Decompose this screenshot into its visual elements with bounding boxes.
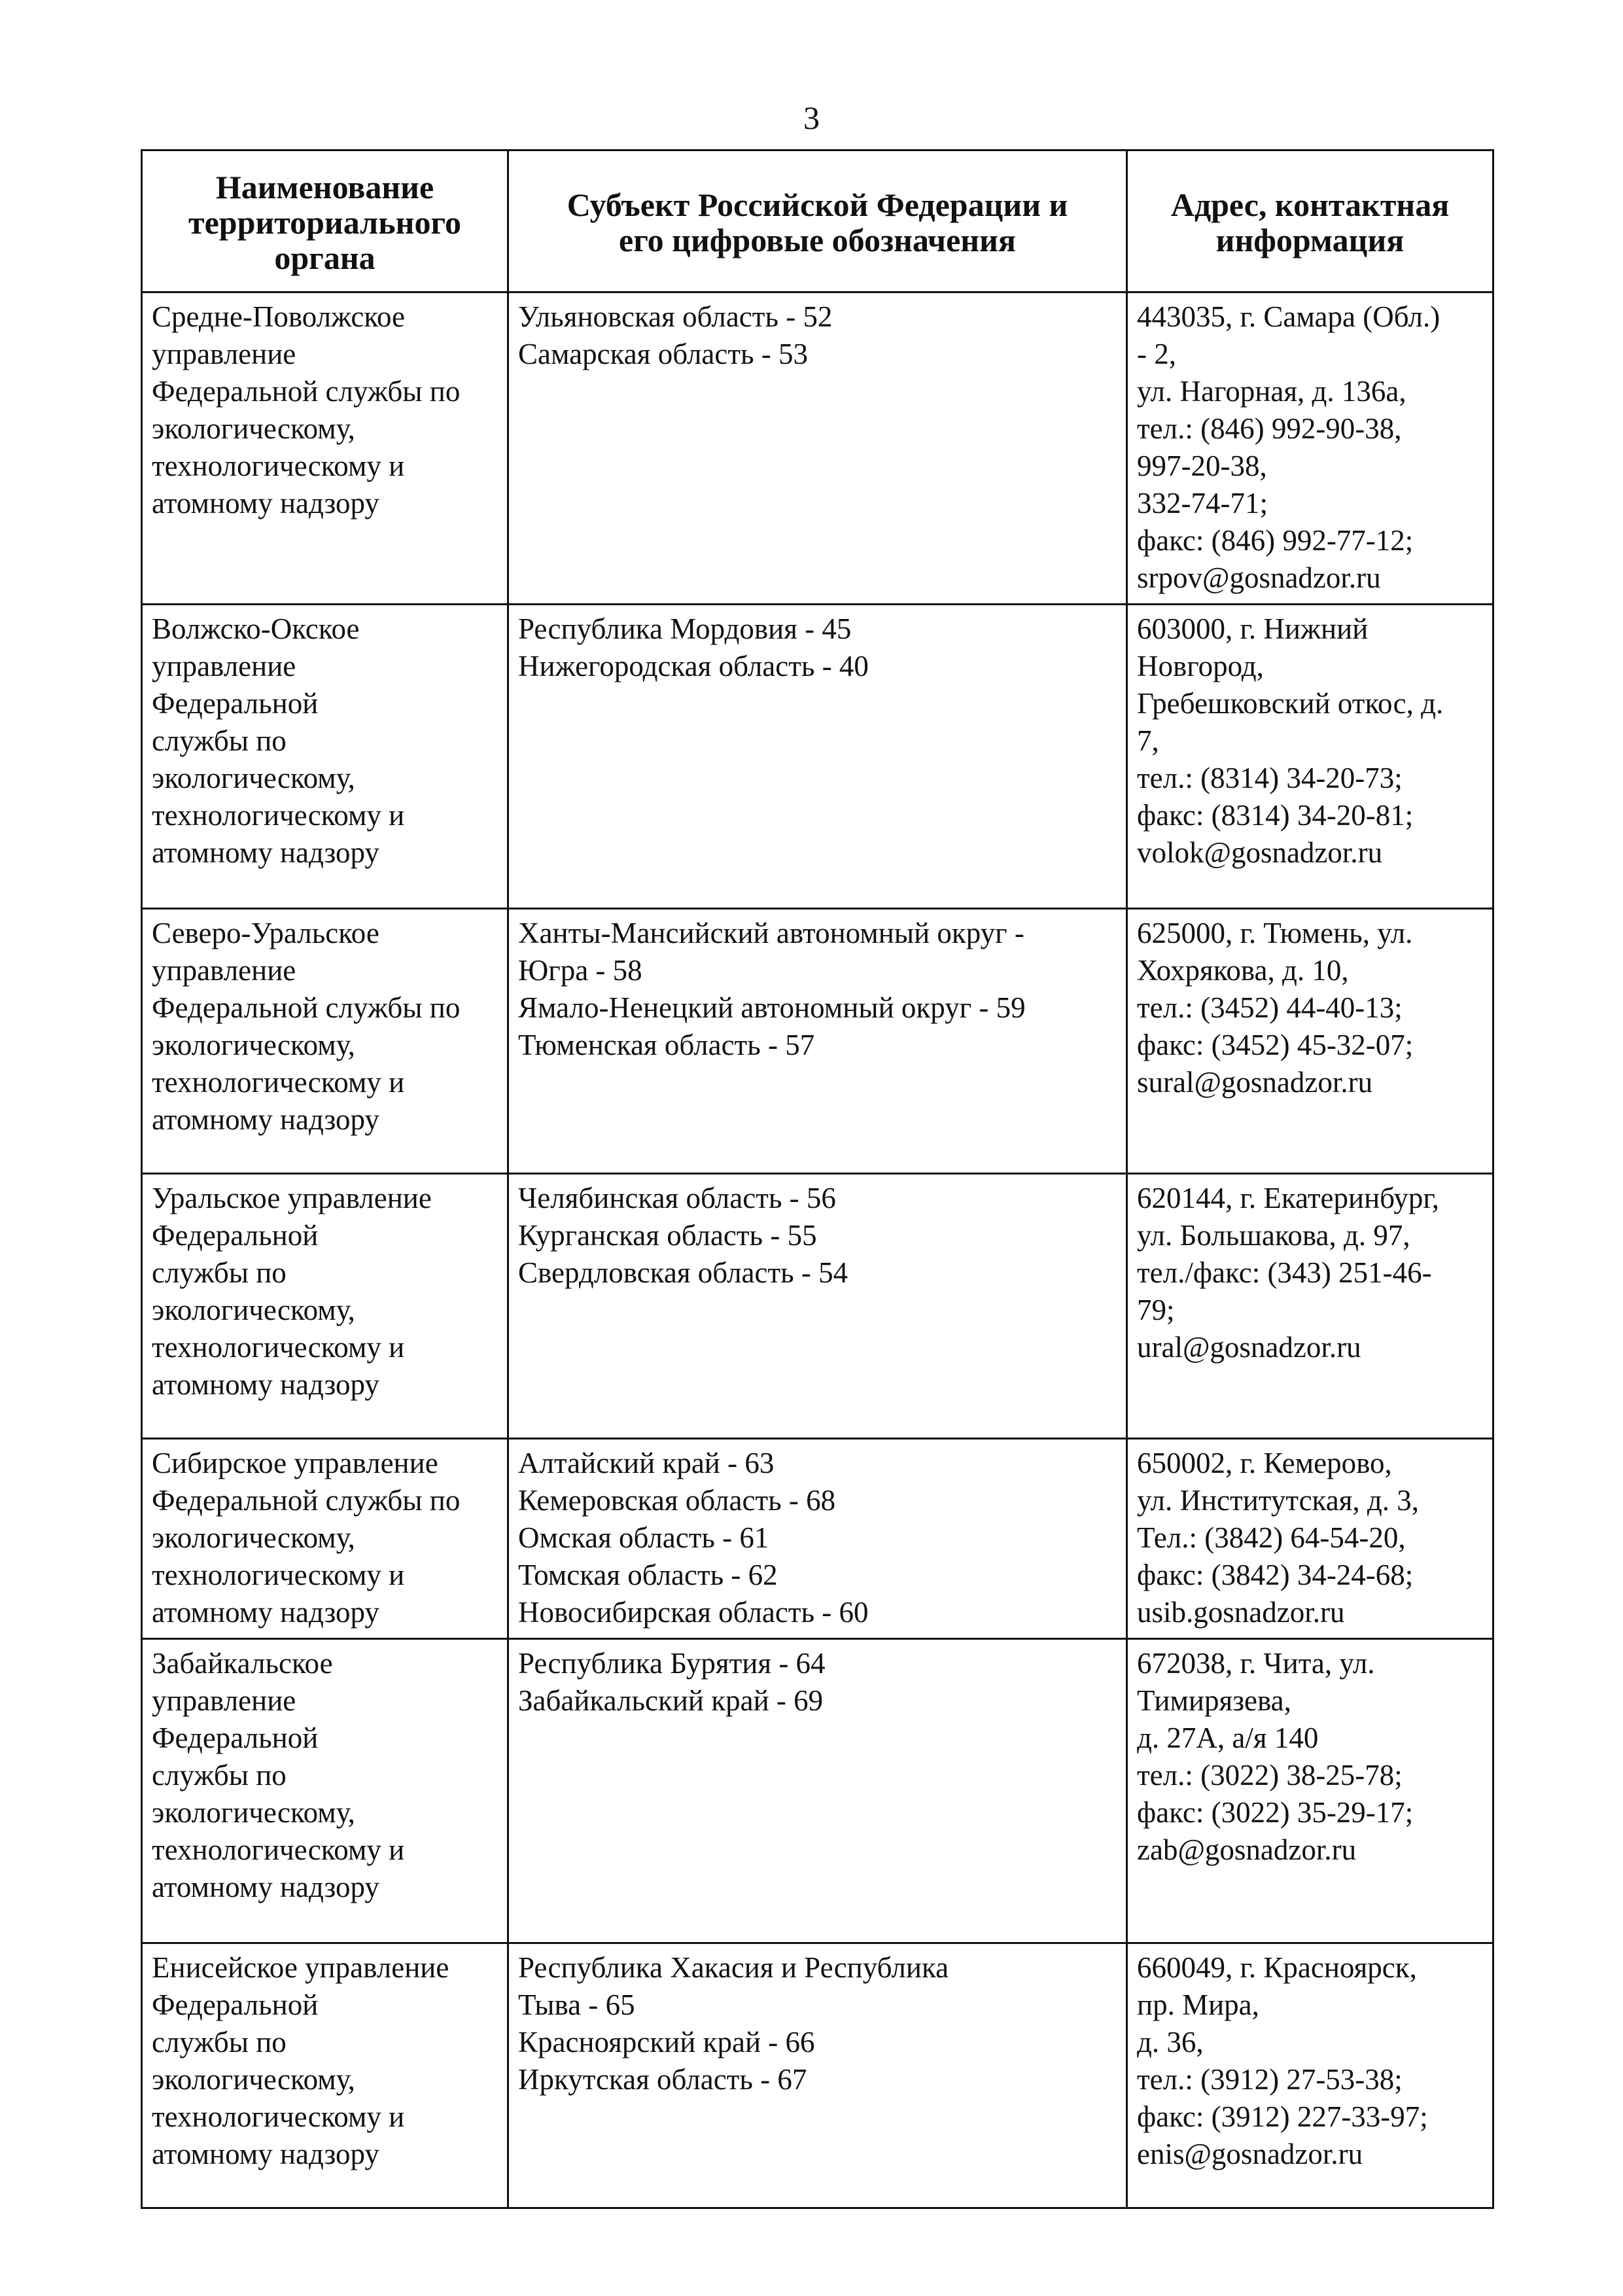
table-header-row: [142, 150, 1493, 292]
header-name: [142, 150, 508, 292]
subject-line: Иркутская область - 67: [518, 2063, 807, 2096]
cell-name-lines: [152, 1949, 500, 2173]
name-line: экологическому,: [152, 1521, 355, 1554]
subject-line: Республика Хакасия и Республика: [518, 1951, 949, 1984]
address-line: ural@gosnadzor.ru: [1137, 1331, 1361, 1364]
cell-name: [142, 1943, 508, 2208]
subject-line: Югра - 58: [518, 954, 642, 987]
subject-line: Забайкальский край - 69: [518, 1684, 824, 1717]
cell-address-lines: [1137, 915, 1486, 1101]
cell-address-lines: [1137, 1445, 1486, 1631]
name-line: технологическому и: [152, 1559, 405, 1591]
name-line: Федеральной: [152, 1988, 319, 2021]
name-line: Северо-Уральское: [152, 917, 379, 949]
cell-address: [1127, 605, 1493, 909]
name-line: экологическому,: [152, 1294, 355, 1326]
name-line: Волжско-Окское: [152, 612, 360, 645]
address-line: Тимирязева,: [1137, 1684, 1291, 1717]
address-line: - 2,: [1137, 338, 1176, 370]
subject-line: Самарская область - 53: [518, 338, 809, 370]
subject-line: Тюменская область - 57: [518, 1029, 815, 1061]
address-line: тел.: (846) 992-90-38,: [1137, 412, 1402, 445]
subject-line: Ульяновская область - 52: [518, 300, 833, 333]
name-line: службы по: [152, 1759, 287, 1792]
name-line: Средне-Поволжское: [152, 300, 405, 333]
address-line: Тел.: (3842) 64-54-20,: [1137, 1521, 1406, 1554]
name-line: Енисейское управление: [152, 1951, 449, 1984]
cell-name-lines: [152, 1445, 500, 1631]
name-line: Федеральной службы по: [152, 1484, 461, 1517]
subject-line: Республика Мордовия - 45: [518, 612, 852, 645]
address-line: ул. Нагорная, д. 136а,: [1137, 375, 1406, 408]
name-line: технологическому и: [152, 1833, 405, 1866]
name-line: технологическому и: [152, 2100, 405, 2133]
cell-address: [1127, 1943, 1493, 2208]
cell-subjects-lines: [518, 1445, 1119, 1631]
header-name-line: Наименование: [215, 169, 434, 205]
cell-address-lines: [1137, 1180, 1486, 1366]
name-line: экологическому,: [152, 762, 355, 794]
address-line: 7,: [1137, 724, 1159, 757]
address-line: факс: (3452) 45-32-07;: [1137, 1029, 1414, 1061]
name-line: службы по: [152, 1256, 287, 1289]
address-line: ул. Большакова, д. 97,: [1137, 1219, 1410, 1252]
cell-subjects-lines: [518, 610, 1119, 685]
address-line: 620144, г. Екатеринбург,: [1137, 1182, 1439, 1214]
address-line: Хохрякова, д. 10,: [1137, 954, 1349, 987]
name-line: атомному надзору: [152, 1871, 379, 1903]
name-line: Федеральной службы по: [152, 991, 461, 1024]
name-line: Федеральной: [152, 1219, 319, 1252]
name-line: атомному надзору: [152, 1368, 379, 1401]
cell-subjects: [508, 292, 1127, 605]
address-line: 997-20-38,: [1137, 450, 1267, 482]
table-row: [142, 1439, 1493, 1639]
cell-address: [1127, 1174, 1493, 1439]
name-line: Федеральной службы по: [152, 375, 461, 408]
cell-subjects-lines: [518, 915, 1119, 1064]
subject-line: Красноярский край - 66: [518, 2026, 815, 2058]
cell-subjects: [508, 1639, 1127, 1943]
name-line: Федеральной: [152, 687, 319, 720]
address-line: факс: (3912) 227-33-97;: [1137, 2100, 1428, 2133]
name-line: технологическому и: [152, 450, 405, 482]
name-line: технологическому и: [152, 799, 405, 832]
address-line: тел.: (3022) 38-25-78;: [1137, 1759, 1403, 1792]
cell-subjects: [508, 1439, 1127, 1639]
address-line: 443035, г. Самара (Обл.): [1137, 300, 1440, 333]
address-line: enis@gosnadzor.ru: [1137, 2138, 1363, 2170]
name-line: управление: [152, 650, 296, 682]
name-line: технологическому и: [152, 1331, 405, 1364]
cell-name-lines: [152, 298, 500, 522]
subject-line: Тыва - 65: [518, 1988, 635, 2021]
subject-line: Челябинская область - 56: [518, 1182, 836, 1214]
cell-name-lines: [152, 1180, 500, 1404]
subject-line: Ханты-Мансийский автономный округ -: [518, 917, 1024, 949]
header-name-line: территориального: [188, 204, 461, 241]
name-line: технологическому и: [152, 1066, 405, 1099]
subject-line: Томская область - 62: [518, 1559, 778, 1591]
address-line: 660049, г. Красноярск,: [1137, 1951, 1417, 1984]
name-line: атомному надзору: [152, 2138, 379, 2170]
subject-line: Нижегородская область - 40: [518, 650, 869, 682]
address-line: Новгород,: [1137, 650, 1264, 682]
address-line: sural@gosnadzor.ru: [1137, 1066, 1373, 1099]
address-line: Гребешковский откос, д.: [1137, 687, 1444, 720]
cell-name: [142, 292, 508, 605]
cell-subjects-lines: [518, 1180, 1119, 1292]
address-line: пр. Мира,: [1137, 1988, 1259, 2021]
name-line: экологическому,: [152, 1796, 355, 1829]
address-line: volok@gosnadzor.ru: [1137, 836, 1383, 869]
address-line: факс: (3842) 34-24-68;: [1137, 1559, 1414, 1591]
cell-subjects-lines: [518, 1645, 1119, 1720]
header-name-line: органа: [274, 239, 375, 276]
header-address-line: информация: [1215, 222, 1405, 258]
table-row: [142, 1943, 1493, 2208]
cell-name: [142, 909, 508, 1174]
name-line: атомному надзору: [152, 1596, 379, 1629]
cell-subjects-lines: [518, 1949, 1119, 2098]
cell-address-lines: [1137, 1645, 1486, 1869]
header-subject-line: его цифровые обозначения: [619, 222, 1016, 258]
cell-address: [1127, 1639, 1493, 1943]
name-line: атомному надзору: [152, 487, 379, 520]
subject-line: Ямало-Ненецкий автономный округ - 59: [518, 991, 1026, 1024]
address-line: 650002, г. Кемерово,: [1137, 1447, 1392, 1479]
name-line: Федеральной: [152, 1722, 319, 1754]
header-subject: [508, 150, 1127, 292]
cell-name: [142, 1439, 508, 1639]
address-line: тел./факс: (343) 251-46-: [1137, 1256, 1432, 1289]
name-line: атомному надзору: [152, 1103, 379, 1136]
address-line: д. 36,: [1137, 2026, 1204, 2058]
cell-name-lines: [152, 915, 500, 1139]
address-line: факс: (846) 992-77-12;: [1137, 524, 1414, 557]
subject-line: Свердловская область - 54: [518, 1256, 848, 1289]
name-line: экологическому,: [152, 1029, 355, 1061]
cell-subjects-lines: [518, 298, 1119, 373]
cell-name: [142, 1639, 508, 1943]
cell-subjects: [508, 1174, 1127, 1439]
cell-address-lines: [1137, 298, 1486, 597]
subject-line: Новосибирская область - 60: [518, 1596, 869, 1629]
table-row: [142, 909, 1493, 1174]
address-line: ул. Институтская, д. 3,: [1137, 1484, 1420, 1517]
cell-subjects: [508, 605, 1127, 909]
subject-line: Кемеровская область - 68: [518, 1484, 836, 1517]
address-line: тел.: (3912) 27-53-38;: [1137, 2063, 1403, 2096]
subject-line: Республика Бурятия - 64: [518, 1647, 826, 1680]
name-line: Забайкальское: [152, 1647, 333, 1680]
name-line: Уральское управление: [152, 1182, 432, 1214]
page-number: 3: [803, 99, 820, 136]
table-row: [142, 605, 1493, 909]
cell-address: [1127, 1439, 1493, 1639]
name-line: управление: [152, 338, 296, 370]
header-subject-line: Субъект Российской Федерации и: [567, 186, 1068, 223]
address-line: факс: (3022) 35-29-17;: [1137, 1796, 1414, 1829]
name-line: управление: [152, 954, 296, 987]
table-row: [142, 1174, 1493, 1439]
cell-name-lines: [152, 1645, 500, 1906]
address-line: 672038, г. Чита, ул.: [1137, 1647, 1375, 1680]
address-line: д. 27А, а/я 140: [1137, 1722, 1319, 1754]
table-row: [142, 1639, 1493, 1943]
address-line: 603000, г. Нижний: [1137, 612, 1369, 645]
cell-address: [1127, 909, 1493, 1174]
territorial-bodies-table: [141, 149, 1494, 2209]
cell-address: [1127, 292, 1493, 605]
name-line: Сибирское управление: [152, 1447, 438, 1479]
cell-name: [142, 605, 508, 909]
cell-name: [142, 1174, 508, 1439]
name-line: службы по: [152, 2026, 287, 2058]
name-line: экологическому,: [152, 2063, 355, 2096]
cell-subjects: [508, 909, 1127, 1174]
address-line: usib.gosnadzor.ru: [1137, 1596, 1345, 1629]
name-line: службы по: [152, 724, 287, 757]
subject-line: Курганская область - 55: [518, 1219, 817, 1252]
address-line: 625000, г. Тюмень, ул.: [1137, 917, 1413, 949]
table-row: [142, 292, 1493, 605]
address-line: 79;: [1137, 1294, 1175, 1326]
address-line: тел.: (8314) 34-20-73;: [1137, 762, 1403, 794]
address-line: факс: (8314) 34-20-81;: [1137, 799, 1414, 832]
name-line: управление: [152, 1684, 296, 1717]
header-address-line: Адрес, контактная: [1170, 186, 1450, 223]
address-line: 332-74-71;: [1137, 487, 1268, 520]
name-line: экологическому,: [152, 412, 355, 445]
cell-subjects: [508, 1943, 1127, 2208]
subject-line: Алтайский край - 63: [518, 1447, 775, 1479]
subject-line: Омская область - 61: [518, 1521, 769, 1554]
cell-address-lines: [1137, 1949, 1486, 2173]
address-line: srpov@gosnadzor.ru: [1137, 561, 1381, 594]
header-address: [1127, 150, 1493, 292]
cell-address-lines: [1137, 610, 1486, 872]
address-line: zab@gosnadzor.ru: [1137, 1833, 1357, 1866]
table-body: [142, 292, 1493, 2208]
address-line: тел.: (3452) 44-40-13;: [1137, 991, 1403, 1024]
name-line: атомному надзору: [152, 836, 379, 869]
cell-name-lines: [152, 610, 500, 872]
